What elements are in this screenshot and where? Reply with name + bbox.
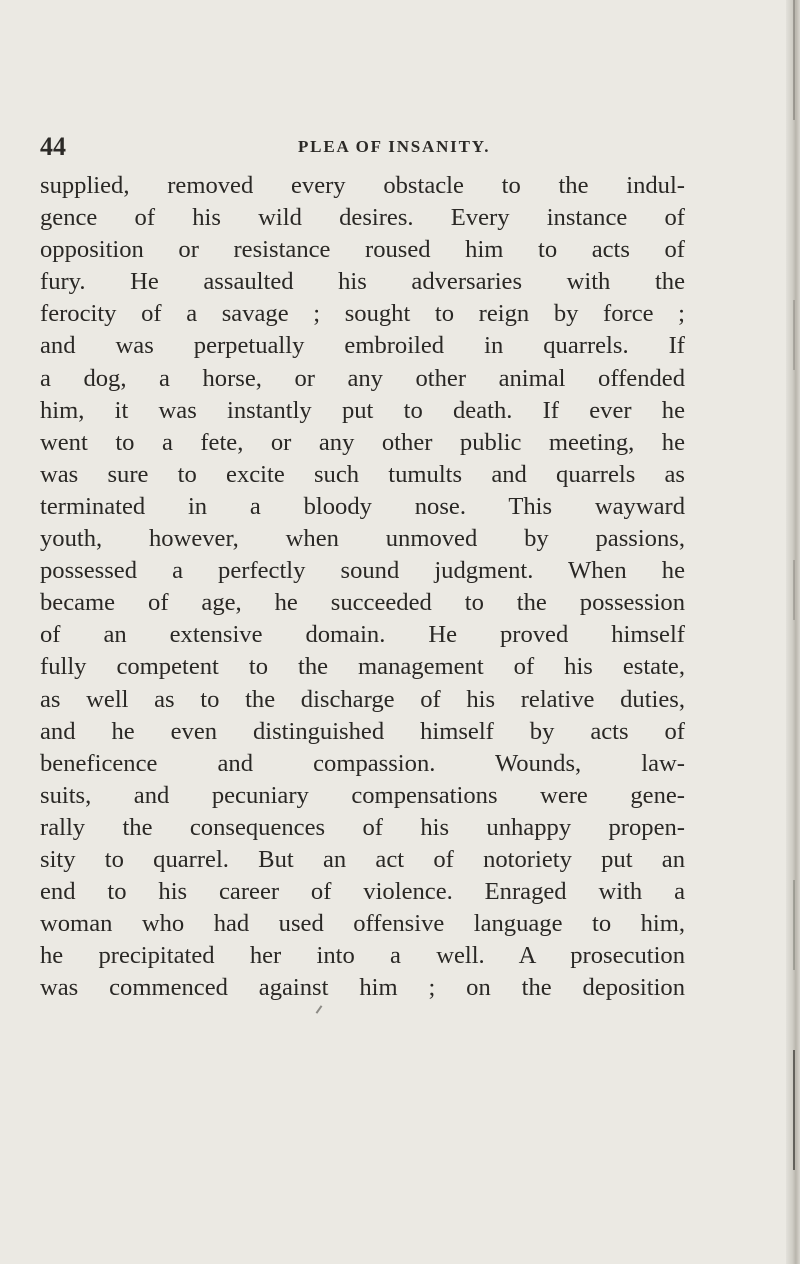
page-edge-shadow bbox=[786, 0, 800, 1264]
text-line: sity to quarrel. But an act of notoriety put an bbox=[40, 845, 685, 873]
edge-mark bbox=[793, 880, 795, 970]
text-line: beneficence and compassion. Wounds, law- bbox=[40, 749, 685, 777]
page-header bbox=[40, 132, 690, 162]
text-line: a dog, a horse, or any other animal offended bbox=[40, 364, 685, 392]
text-line: and he even distinguished himself by acts of bbox=[40, 717, 685, 745]
text-line: end to his career of violence. Enraged with a bbox=[40, 878, 685, 906]
edge-mark bbox=[793, 0, 795, 120]
text-line: he precipitated her into a well. A prosecution bbox=[40, 942, 685, 970]
text-line: and was perpetually embroiled in quarrels. If bbox=[40, 332, 685, 360]
page-number: 44 bbox=[40, 132, 66, 161]
text-line: as well as to the discharge of his relative duties, bbox=[40, 685, 685, 713]
text-line: terminated in a bloody nose. This wayward bbox=[40, 492, 685, 520]
text-line: fully competent to the management of his estate, bbox=[40, 653, 685, 681]
text-line: was sure to excite such tumults and quarrels as bbox=[40, 460, 685, 488]
text-line: opposition or resistance roused him to acts of bbox=[40, 236, 685, 264]
text-line: became of age, he succeeded to the possession bbox=[40, 589, 685, 617]
text-line: him, it was instantly put to death. If ever he bbox=[40, 396, 685, 424]
text-line: youth, however, when unmoved by passions, bbox=[40, 525, 685, 553]
text-line: of an extensive domain. He proved himself bbox=[40, 621, 685, 649]
text-line: ferocity of a savage ; sought to reign by force ; bbox=[40, 300, 685, 328]
text-line: possessed a perfectly sound judgment. When he bbox=[40, 557, 685, 585]
text-line: rally the consequences of his unhappy propen- bbox=[40, 813, 685, 841]
edge-mark bbox=[793, 560, 795, 620]
text-line: went to a fete, or any other public meeting, he bbox=[40, 428, 685, 456]
text-line: gence of his wild desires. Every instance of bbox=[40, 204, 685, 232]
running-head: PLEA OF INSANITY. bbox=[298, 137, 491, 156]
text-line: fury. He assaulted his adversaries with the bbox=[40, 268, 685, 296]
text-line: woman who had used offensive language to him, bbox=[40, 910, 685, 938]
text-line: supplied, removed every obstacle to the indul- bbox=[40, 172, 685, 199]
text-line: was commenced against him ; on the deposition bbox=[40, 974, 685, 1002]
edge-mark bbox=[793, 1050, 795, 1170]
body-text bbox=[40, 170, 685, 1004]
text-line: suits, and pecuniary compensations were gene- bbox=[40, 781, 685, 809]
paper-speck bbox=[316, 1005, 323, 1014]
edge-mark bbox=[793, 300, 795, 370]
